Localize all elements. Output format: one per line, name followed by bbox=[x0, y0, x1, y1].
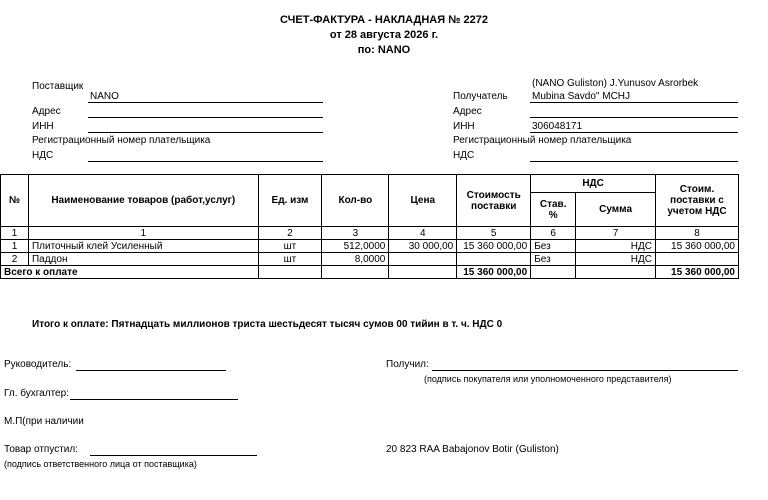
supplier-line bbox=[88, 102, 323, 103]
col-header-unit: Ед. изм bbox=[258, 175, 322, 227]
recipient-value-line2: Mubina Savdo" MCHJ bbox=[532, 91, 631, 102]
col-header-name: Наименование товаров (работ,услуг) bbox=[28, 175, 258, 227]
col-header-price: Цена bbox=[389, 175, 457, 227]
col-header-qty: Кол-во bbox=[322, 175, 389, 227]
recipient-label: Получатель bbox=[453, 91, 508, 102]
released-sign-line bbox=[90, 455, 257, 456]
recipient-inn-line bbox=[530, 132, 738, 133]
col-header-vat: НДС bbox=[531, 175, 656, 193]
table-row: 2 Паддон шт 8,0000 Без НДС bbox=[1, 253, 739, 266]
supplier-inn-line bbox=[88, 132, 323, 133]
released-note: (подпись ответственного лица от поставщика) bbox=[4, 459, 197, 469]
supplier-address-line bbox=[88, 117, 323, 118]
received-sign-line bbox=[432, 370, 738, 371]
recipient-vat-label: НДС bbox=[453, 150, 475, 161]
document-date: от 28 августа 2026 г. bbox=[329, 29, 439, 41]
supplier-inn-label: ИНН bbox=[32, 121, 54, 132]
col-header-cost: Стоимость поставки bbox=[457, 175, 531, 227]
col-number-row: 1 1 2 3 4 5 6 7 8 bbox=[1, 227, 739, 240]
recipient-address-line bbox=[530, 117, 738, 118]
total-row: Всего к оплате 15 360 000,00 15 360 000,00 bbox=[1, 266, 739, 279]
recipient-reg-label: Регистрационный номер плательщика bbox=[453, 135, 632, 146]
recipient-address-label: Адрес bbox=[453, 106, 482, 117]
col-header-vat-rate: Став. % bbox=[531, 193, 576, 227]
supplier-vat-line bbox=[88, 161, 323, 162]
accountant-label: Гл. бухгалтер: bbox=[4, 388, 69, 399]
supplier-value: NANO bbox=[90, 91, 119, 102]
supplier-address-label: Адрес bbox=[32, 106, 61, 117]
released-label: Товар отпустил: bbox=[4, 444, 78, 455]
document-by: по: NANO bbox=[357, 44, 411, 56]
manager-label: Руководитель: bbox=[4, 359, 72, 370]
stamp-label: М.П(при наличии bbox=[4, 416, 84, 427]
document-title: СЧЕТ-ФАКТУРА - НАКЛАДНАЯ № 2272 bbox=[280, 14, 488, 26]
table-row: 1 Плиточный клей Усиленный шт 512,0000 30 000,00 15 360 000,00 Без НДС 15 360 000,00 bbox=[1, 240, 739, 253]
supplier-reg-label: Регистрационный номер плательщика bbox=[32, 135, 211, 146]
accountant-sign-line bbox=[70, 399, 238, 400]
col-header-no: № bbox=[1, 175, 29, 227]
recipient-line bbox=[530, 102, 738, 103]
recipient-inn-label: ИНН bbox=[453, 121, 475, 132]
recipient-inn-value: 306048171 bbox=[532, 121, 583, 132]
recipient-value-line1: (NANO Guliston) J.Yunusov Asrorbek bbox=[532, 78, 699, 89]
supplier-label: Поставщик bbox=[32, 81, 84, 92]
supplier-vat-label: НДС bbox=[32, 150, 54, 161]
col-header-total: Стоим. поставки с учетом НДС bbox=[656, 175, 739, 227]
items-table bbox=[0, 174, 739, 279]
manager-sign-line bbox=[76, 370, 226, 371]
recipient-vat-line bbox=[530, 161, 738, 162]
proxy-info: 20 823 RAA Babajonov Botir (Guliston) bbox=[386, 444, 559, 455]
col-header-vat-sum: Сумма bbox=[576, 193, 656, 227]
received-note: (подпись покупателя или уполномоченного представителя) bbox=[424, 374, 672, 384]
received-label: Получил: bbox=[386, 359, 429, 370]
total-in-words: Итого к оплате: Пятнадцать миллионов триста шестьдесят тысяч сумов 00 тийин в т. ч. НДС 0 bbox=[32, 319, 503, 330]
